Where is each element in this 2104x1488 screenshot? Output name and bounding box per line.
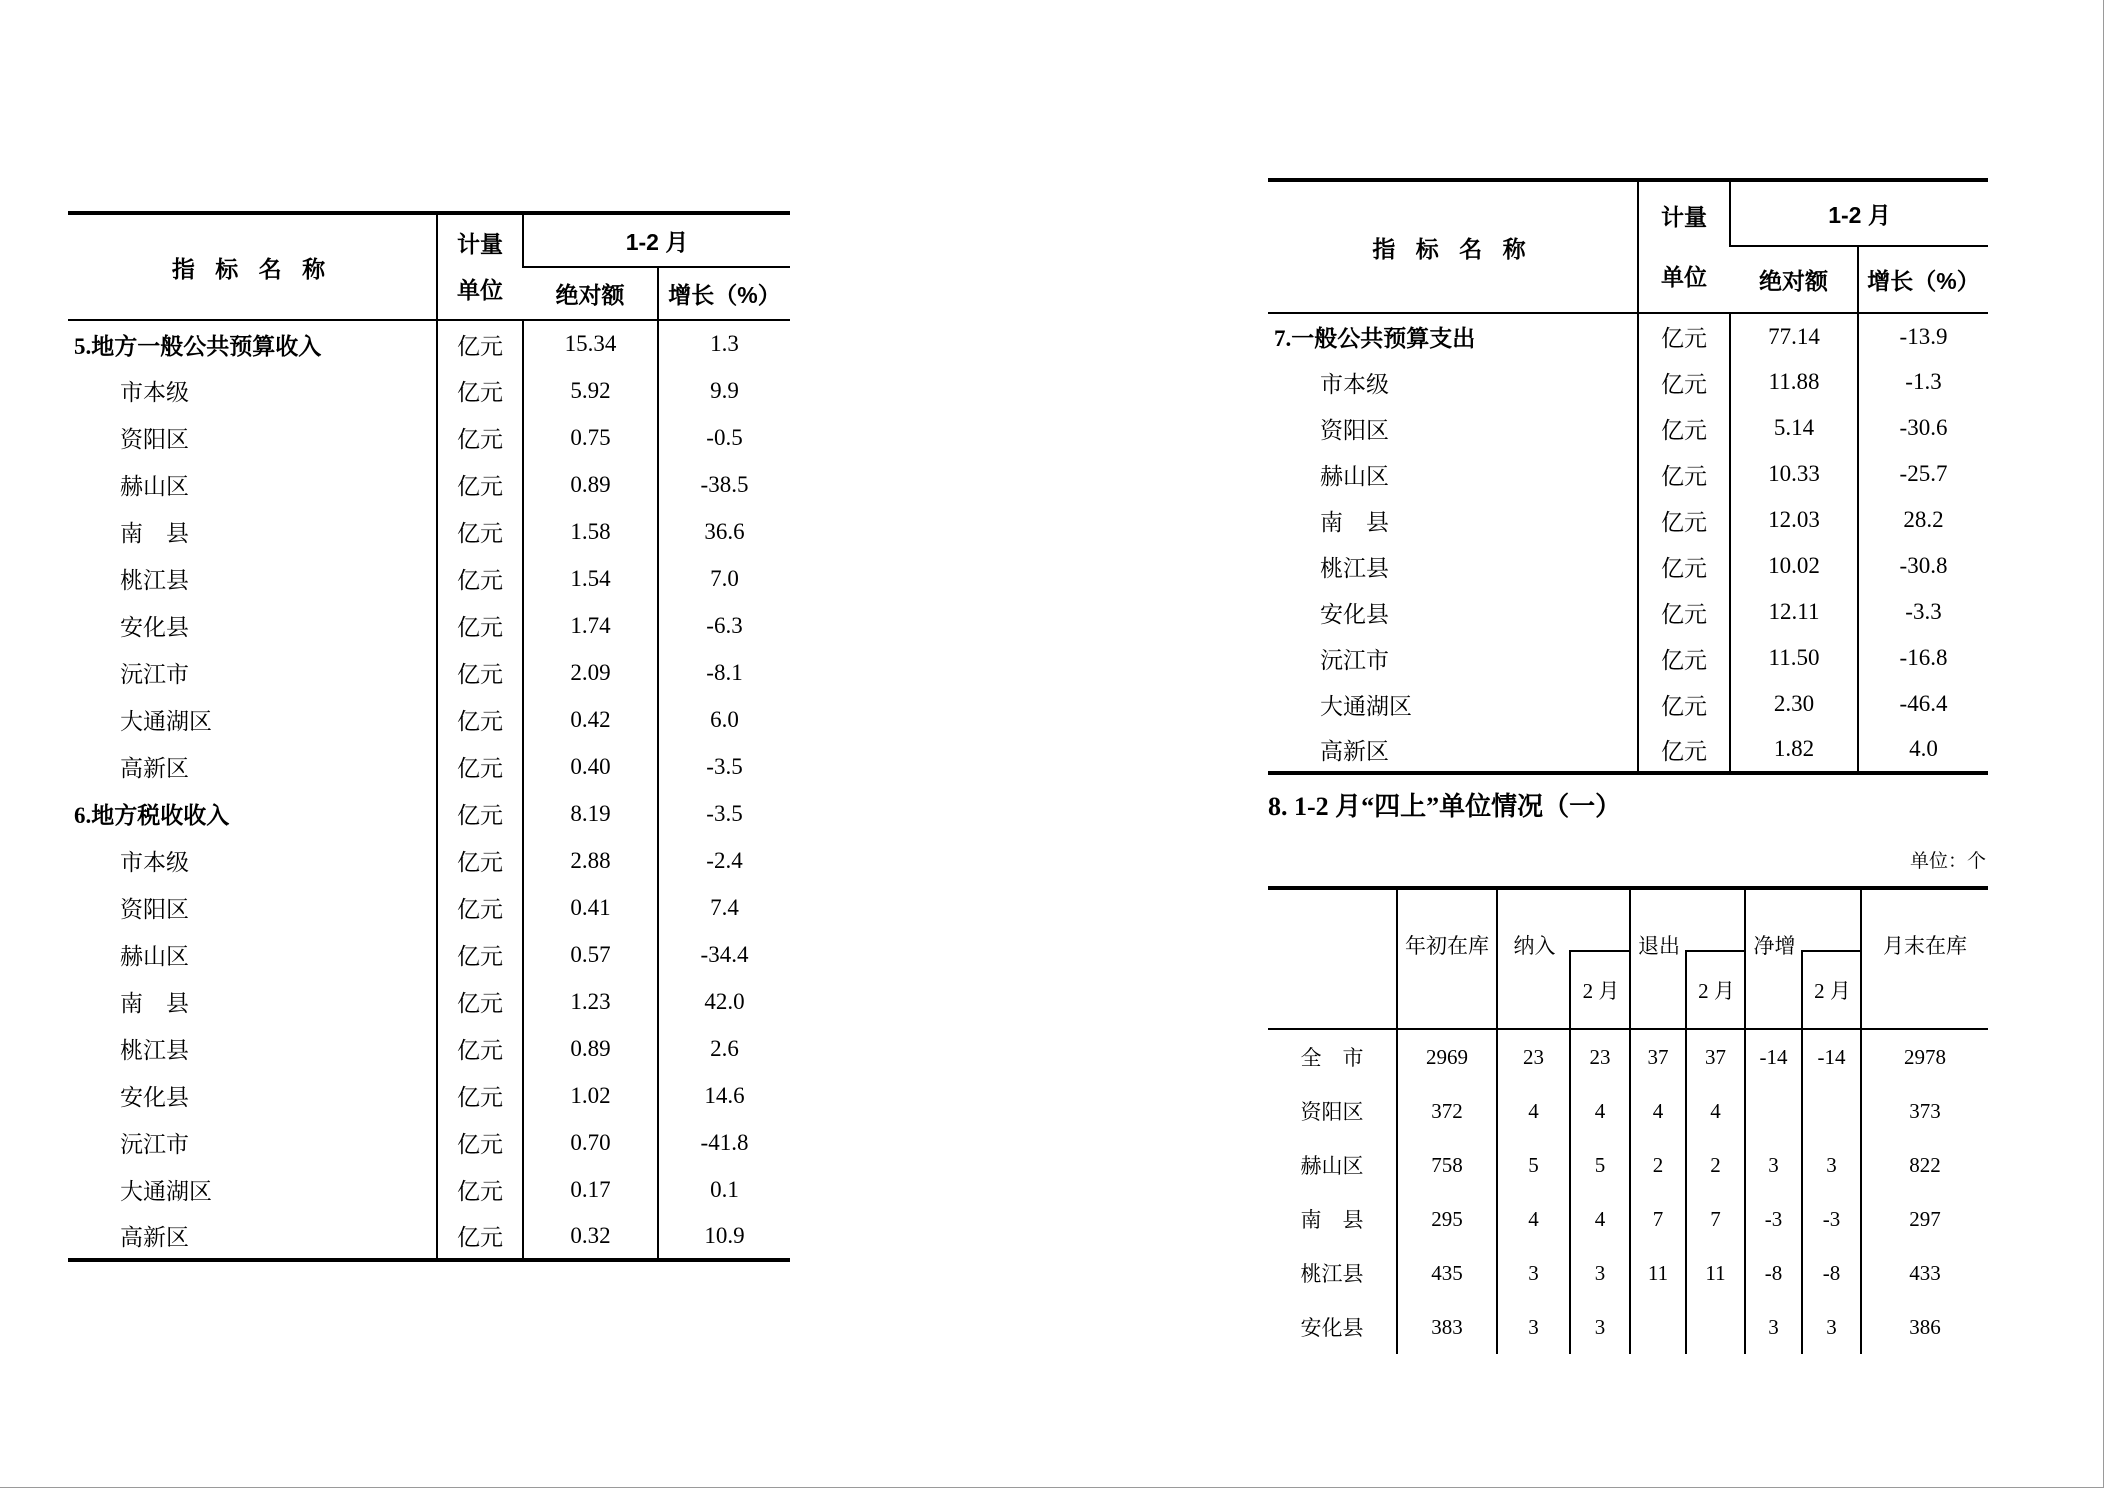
cell-removed-feb: 37	[1685, 1030, 1744, 1084]
table-row	[68, 414, 790, 461]
unit-note: 单位：个	[1909, 851, 1986, 872]
table-header	[1268, 180, 1988, 313]
cell-unit: 亿元	[1638, 405, 1730, 451]
cell-removed-feb: 11	[1685, 1246, 1744, 1300]
section8-title: 8. 1-2 月“四上”单位情况（一）	[1268, 792, 1622, 821]
cell-unit: 亿元	[437, 602, 523, 649]
cell-unit: 亿元	[437, 1166, 523, 1213]
table-row	[1268, 1246, 1988, 1300]
cell-indicator-name: 南 县	[1320, 509, 1389, 535]
cell-end-stock: 822	[1860, 1138, 1988, 1192]
header-group-added	[1496, 890, 1629, 1028]
cell-added-feb: 4	[1569, 1084, 1629, 1138]
header-unit-line2: 单位	[1661, 264, 1707, 290]
table-row	[68, 320, 790, 367]
table-row	[1268, 1030, 1988, 1084]
cell-absolute-amount: 12.11	[1730, 589, 1858, 635]
header-period: 1-2 月	[1730, 180, 1988, 246]
cell-region: 安化县	[1300, 1316, 1364, 1340]
cell-begin-stock: 295	[1396, 1192, 1496, 1246]
cell-indicator-name: 高新区	[1320, 738, 1389, 764]
cell-unit: 亿元	[437, 320, 523, 367]
cell-indicator-name: 大通湖区	[120, 709, 212, 734]
cell-unit: 亿元	[437, 649, 523, 696]
cell-begin-stock: 758	[1396, 1138, 1496, 1192]
table-row	[68, 743, 790, 790]
cell-indicator-name: 赫山区	[120, 474, 189, 499]
cell-growth-percent: -6.3	[658, 602, 790, 649]
cell-indicator-name: 桃江县	[120, 568, 189, 593]
cell-absolute-amount: 2.30	[1730, 681, 1858, 727]
cell-growth-percent: 1.3	[658, 320, 790, 367]
cell-net-feb: 3	[1801, 1300, 1860, 1354]
cell-growth-percent: 7.4	[658, 884, 790, 931]
cell-removed-total: 37	[1629, 1030, 1685, 1084]
table-sishang-units	[1268, 886, 1988, 1354]
cell-growth-percent: 6.0	[658, 696, 790, 743]
cell-added-feb: 4	[1569, 1192, 1629, 1246]
header-removed-feb: 2 月	[1685, 950, 1746, 1028]
cell-growth-percent: 9.9	[658, 367, 790, 414]
cell-growth-percent: 2.6	[658, 1025, 790, 1072]
cell-absolute-amount: 0.89	[523, 461, 658, 508]
cell-removed-feb: 4	[1685, 1084, 1744, 1138]
cell-unit: 亿元	[1638, 589, 1730, 635]
cell-net-total	[1744, 1084, 1801, 1138]
cell-unit: 亿元	[437, 367, 523, 414]
cell-growth-percent: -30.8	[1858, 543, 1988, 589]
cell-absolute-amount: 8.19	[523, 790, 658, 837]
cell-added-total: 5	[1496, 1138, 1569, 1192]
cell-unit: 亿元	[1638, 681, 1730, 727]
cell-growth-percent: -16.8	[1858, 635, 1988, 681]
cell-absolute-amount: 77.14	[1730, 313, 1858, 359]
cell-absolute-amount: 1.74	[523, 602, 658, 649]
cell-unit: 亿元	[437, 978, 523, 1025]
table-row	[68, 790, 790, 837]
cell-region: 赫山区	[1300, 1154, 1364, 1178]
cell-begin-stock: 435	[1396, 1246, 1496, 1300]
cell-region: 资阳区	[1300, 1100, 1364, 1124]
table-row	[68, 367, 790, 414]
cell-added-total: 4	[1496, 1084, 1569, 1138]
cell-net-feb: -3	[1801, 1192, 1860, 1246]
cell-added-total: 23	[1496, 1030, 1569, 1084]
cell-growth-percent: -0.5	[658, 414, 790, 461]
cell-indicator-name: 安化县	[120, 615, 189, 640]
cell-indicator-name: 7.一般公共预算支出	[1268, 313, 1638, 359]
cell-end-stock: 373	[1860, 1084, 1988, 1138]
cell-absolute-amount: 0.75	[523, 414, 658, 461]
header-group-removed	[1629, 890, 1744, 1028]
cell-unit: 亿元	[437, 1025, 523, 1072]
header-added-label: 纳入	[1513, 934, 1556, 958]
cell-absolute-amount: 1.82	[1730, 727, 1858, 773]
header-unit-line2: 单位	[457, 277, 503, 303]
cell-end-stock: 433	[1860, 1246, 1988, 1300]
cell-removed-feb	[1685, 1300, 1744, 1354]
cell-added-feb: 3	[1569, 1246, 1629, 1300]
cell-unit: 亿元	[1638, 727, 1730, 773]
cell-absolute-amount: 12.03	[1730, 497, 1858, 543]
cell-unit: 亿元	[437, 508, 523, 555]
cell-removed-total	[1629, 1300, 1685, 1354]
cell-indicator-name: 安化县	[1320, 601, 1389, 627]
cell-indicator-name: 市本级	[120, 850, 189, 875]
table-row	[68, 978, 790, 1025]
cell-unit: 亿元	[437, 696, 523, 743]
cell-region: 南 县	[1300, 1208, 1364, 1232]
cell-growth-percent: 0.1	[658, 1166, 790, 1213]
table-row	[1268, 313, 1988, 359]
cell-indicator-name: 桃江县	[120, 1038, 189, 1063]
cell-growth-percent: -25.7	[1858, 451, 1988, 497]
header-begin-stock: 年初在库	[1396, 890, 1496, 1028]
cell-unit: 亿元	[437, 743, 523, 790]
table-row	[68, 1119, 790, 1166]
cell-growth-percent: -8.1	[658, 649, 790, 696]
cell-growth-percent: -3.5	[658, 743, 790, 790]
header-growth-percent: 增长（%）	[658, 267, 790, 320]
cell-indicator-name: 南 县	[120, 991, 189, 1016]
cell-net-total: -3	[1744, 1192, 1801, 1246]
cell-net-total: 3	[1744, 1138, 1801, 1192]
cell-absolute-amount: 0.32	[523, 1213, 658, 1260]
header-net-label: 净增	[1753, 934, 1796, 958]
header-blank-cell	[1268, 890, 1396, 1028]
cell-absolute-amount: 15.34	[523, 320, 658, 367]
cell-removed-feb: 2	[1685, 1138, 1744, 1192]
cell-indicator-name: 赫山区	[120, 944, 189, 969]
cell-indicator-name: 大通湖区	[120, 1179, 212, 1204]
cell-added-total: 3	[1496, 1300, 1569, 1354]
header-removed-label: 退出	[1638, 934, 1680, 958]
table-row	[68, 931, 790, 978]
header-absolute-amount: 绝对额	[555, 282, 625, 308]
cell-absolute-amount: 11.88	[1730, 359, 1858, 405]
cell-growth-percent: -38.5	[658, 461, 790, 508]
cell-indicator-name: 资阳区	[1320, 417, 1389, 443]
cell-absolute-amount: 1.54	[523, 555, 658, 602]
cell-growth-percent: -1.3	[1858, 359, 1988, 405]
cell-net-feb: -8	[1801, 1246, 1860, 1300]
header-unit-line1: 计量	[457, 231, 503, 257]
cell-growth-percent: -2.4	[658, 837, 790, 884]
cell-begin-stock: 372	[1396, 1084, 1496, 1138]
cell-absolute-amount: 1.58	[523, 508, 658, 555]
cell-growth-percent: 42.0	[658, 978, 790, 1025]
cell-unit: 亿元	[1638, 359, 1730, 405]
cell-indicator-name: 桃江县	[1320, 555, 1389, 581]
cell-indicator-name: 大通湖区	[1320, 693, 1412, 719]
cell-absolute-amount: 0.40	[523, 743, 658, 790]
cell-region: 桃江县	[1300, 1262, 1364, 1286]
table-row	[1268, 1300, 1988, 1354]
cell-growth-percent: -46.4	[1858, 681, 1988, 727]
cell-indicator-name: 赫山区	[1320, 463, 1389, 489]
cell-absolute-amount: 2.88	[523, 837, 658, 884]
cell-absolute-amount: 0.42	[523, 696, 658, 743]
cell-growth-percent: 7.0	[658, 555, 790, 602]
cell-indicator-name: 沅江市	[120, 662, 189, 687]
header-indicator-name: 指 标 名 称	[171, 255, 333, 282]
table-row	[68, 1166, 790, 1213]
cell-indicator-name: 高新区	[120, 756, 189, 781]
cell-unit: 亿元	[437, 1072, 523, 1119]
cell-removed-total: 11	[1629, 1246, 1685, 1300]
cell-growth-percent: 14.6	[658, 1072, 790, 1119]
cell-net-total: 3	[1744, 1300, 1801, 1354]
table-row	[1268, 359, 1988, 405]
cell-removed-total: 2	[1629, 1138, 1685, 1192]
cell-indicator-name: 南 县	[120, 521, 189, 546]
cell-growth-percent: 36.6	[658, 508, 790, 555]
table-row	[68, 555, 790, 602]
cell-absolute-amount: 10.02	[1730, 543, 1858, 589]
cell-unit: 亿元	[437, 461, 523, 508]
cell-unit: 亿元	[437, 1119, 523, 1166]
cell-unit: 亿元	[1638, 313, 1730, 359]
cell-indicator-name: 沅江市	[1320, 647, 1389, 673]
cell-unit: 亿元	[437, 414, 523, 461]
cell-unit: 亿元	[1638, 543, 1730, 589]
header-net-feb: 2 月	[1801, 950, 1862, 1028]
cell-absolute-amount: 5.14	[1730, 405, 1858, 451]
cell-absolute-amount: 0.89	[523, 1025, 658, 1072]
header-growth-percent: 增长（%）	[1858, 246, 1988, 313]
table-row	[1268, 405, 1988, 451]
cell-indicator-name: 市本级	[1320, 371, 1389, 397]
cell-added-feb: 3	[1569, 1300, 1629, 1354]
table8-body	[1268, 1030, 1988, 1354]
cell-added-feb: 23	[1569, 1030, 1629, 1084]
table-budget-expenditure	[1268, 178, 1988, 775]
header-end-stock: 月末在库	[1860, 890, 1988, 1028]
cell-net-feb: 3	[1801, 1138, 1860, 1192]
cell-indicator-name: 安化县	[120, 1085, 189, 1110]
header-absolute-amount: 绝对额	[1759, 268, 1828, 294]
table-local-budget-revenue	[68, 211, 790, 1262]
table-row	[1268, 543, 1988, 589]
cell-added-total: 3	[1496, 1246, 1569, 1300]
cell-unit: 亿元	[437, 790, 523, 837]
cell-absolute-amount: 0.41	[523, 884, 658, 931]
cell-absolute-amount: 1.23	[523, 978, 658, 1025]
cell-unit: 亿元	[437, 555, 523, 602]
cell-unit: 亿元	[437, 837, 523, 884]
cell-unit: 亿元	[437, 1213, 523, 1260]
cell-growth-percent: -3.5	[658, 790, 790, 837]
cell-end-stock: 297	[1860, 1192, 1988, 1246]
cell-unit: 亿元	[1638, 635, 1730, 681]
cell-absolute-amount: 1.02	[523, 1072, 658, 1119]
cell-unit: 亿元	[437, 931, 523, 978]
header-unit-line1: 计量	[1661, 204, 1707, 230]
cell-absolute-amount: 2.09	[523, 649, 658, 696]
cell-end-stock: 2978	[1860, 1030, 1988, 1084]
cell-begin-stock: 383	[1396, 1300, 1496, 1354]
cell-region: 全 市	[1300, 1046, 1364, 1070]
table-row	[1268, 451, 1988, 497]
cell-growth-percent: 28.2	[1858, 497, 1988, 543]
header-indicator-name: 指 标 名 称	[1372, 235, 1533, 262]
header-period: 1-2 月	[523, 213, 790, 267]
table-row	[68, 1072, 790, 1119]
table-row	[68, 837, 790, 884]
table8-header	[1268, 886, 1988, 1030]
table-row	[1268, 681, 1988, 727]
table-row	[1268, 635, 1988, 681]
cell-unit: 亿元	[437, 884, 523, 931]
cell-growth-percent: 10.9	[658, 1213, 790, 1260]
table-header	[68, 213, 790, 320]
cell-growth-percent: -30.6	[1858, 405, 1988, 451]
table-row	[68, 461, 790, 508]
cell-indicator-name: 资阳区	[120, 897, 189, 922]
cell-end-stock: 386	[1860, 1300, 1988, 1354]
cell-net-total: -14	[1744, 1030, 1801, 1084]
cell-net-total: -8	[1744, 1246, 1801, 1300]
cell-absolute-amount: 0.17	[523, 1166, 658, 1213]
table-row	[1268, 589, 1988, 635]
cell-removed-total: 7	[1629, 1192, 1685, 1246]
cell-absolute-amount: 0.70	[523, 1119, 658, 1166]
cell-indicator-name: 资阳区	[120, 427, 189, 452]
table-row	[68, 649, 790, 696]
table-row	[68, 508, 790, 555]
cell-growth-percent: -34.4	[658, 931, 790, 978]
cell-indicator-name: 6.地方税收收入	[74, 803, 230, 828]
table-row	[68, 1213, 790, 1260]
table-row	[68, 1025, 790, 1072]
cell-absolute-amount: 11.50	[1730, 635, 1858, 681]
header-group-net	[1744, 890, 1860, 1028]
table-row	[1268, 727, 1988, 773]
cell-indicator-name: 高新区	[120, 1225, 189, 1250]
cell-removed-feb: 7	[1685, 1192, 1744, 1246]
cell-growth-percent: -41.8	[658, 1119, 790, 1166]
cell-absolute-amount: 5.92	[523, 367, 658, 414]
cell-indicator-name: 5.地方一般公共预算收入	[68, 320, 437, 367]
cell-absolute-amount: 10.33	[1730, 451, 1858, 497]
cell-growth-percent: 4.0	[1858, 727, 1988, 773]
cell-begin-stock: 2969	[1396, 1030, 1496, 1084]
header-measure-unit	[1638, 180, 1730, 313]
cell-removed-total: 4	[1629, 1084, 1685, 1138]
cell-added-total: 4	[1496, 1192, 1569, 1246]
cell-growth-percent: -13.9	[1858, 313, 1988, 359]
table-row	[1268, 1084, 1988, 1138]
cell-growth-percent: -3.3	[1858, 589, 1988, 635]
table-row	[1268, 1192, 1988, 1246]
cell-unit: 亿元	[1638, 497, 1730, 543]
cell-indicator-name: 沅江市	[120, 1132, 189, 1157]
table-row	[68, 696, 790, 743]
table-row	[68, 884, 790, 931]
header-measure-unit	[437, 213, 523, 320]
cell-net-feb: -14	[1801, 1030, 1860, 1084]
table-row	[1268, 497, 1988, 543]
table-row	[68, 602, 790, 649]
header-added-feb: 2 月	[1569, 950, 1631, 1028]
cell-indicator-name: 市本级	[120, 380, 189, 405]
cell-unit: 亿元	[1638, 451, 1730, 497]
cell-added-feb: 5	[1569, 1138, 1629, 1192]
cell-absolute-amount: 0.57	[523, 931, 658, 978]
table-row	[1268, 1138, 1988, 1192]
cell-net-feb	[1801, 1084, 1860, 1138]
